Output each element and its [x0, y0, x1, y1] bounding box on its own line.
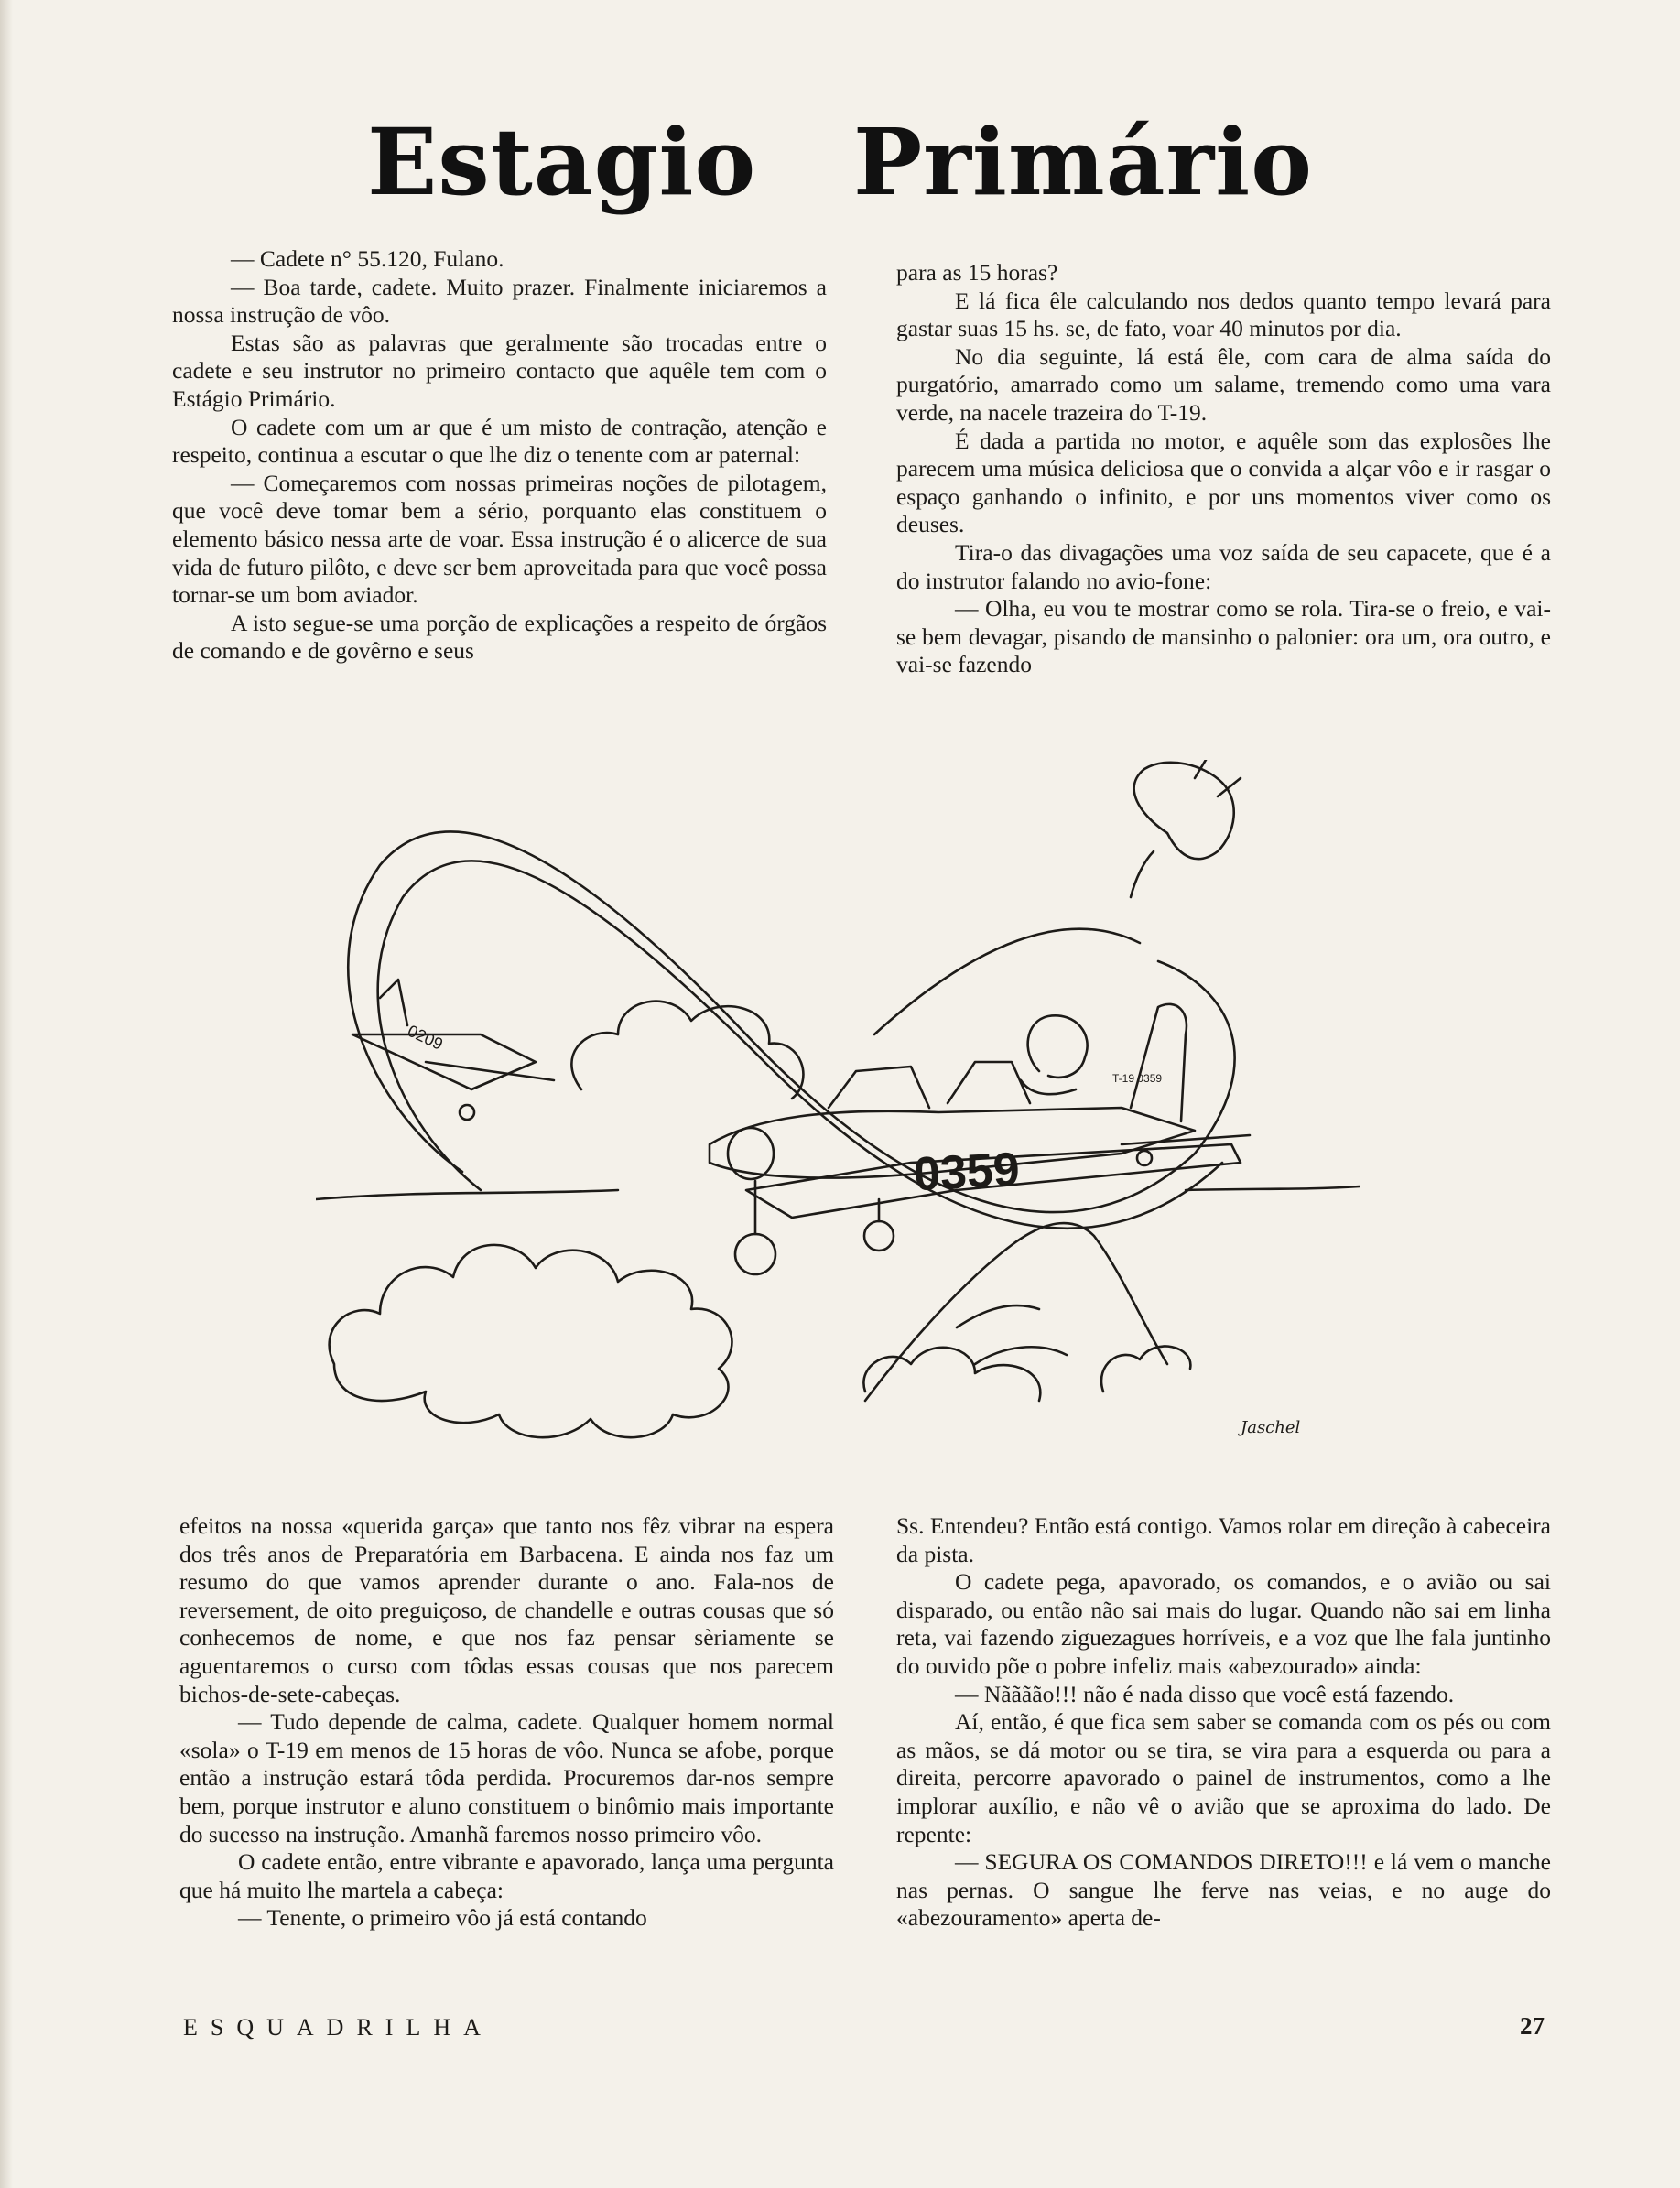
page-edge-shadow	[0, 0, 13, 2188]
paragraph: para as 15 horas?	[896, 259, 1058, 286]
text-column-1	[172, 245, 827, 666]
paragraph: O cadete pega, apavorado, os comandos, e o avião ou sai disparado, ou então não sai mais do lugar. Quando não sai em linha reta, vai fazendo ziguezagues horríveis, e a voz que lhe fala juntinho do ouvido põe o pobre infeliz mais «abezourado» ainda:	[896, 1568, 1551, 1679]
cloud	[1101, 1347, 1190, 1392]
paragraph: Aí, então, é que fica sem saber se comanda com os pés ou com as mãos, se dá motor ou se tira, se vira para a esquerda ou para a direita, percorre apavorado o painel de instrumentos, como a lhe implorar auxílio, e não vê o avião que se aproxima do lado. De repente:	[896, 1708, 1551, 1847]
paragraph: — SEGURA OS COMANDOS DIRETO!!! e lá vem o manche nas pernas. O sangue lhe ferve nas veias, e no auge do «abezouramento» aperta de-	[896, 1848, 1551, 1932]
paragraph: Tira-o das divagações uma voz saída de seu capacete, que é a do instrutor falando no avio-fone:	[896, 538, 1551, 594]
paragraph: — Tenente, o primeiro vôo já está contando	[238, 1904, 647, 1932]
paragraph: O cadete com um ar que é um misto de contração, atenção e respeito, continua a escutar o que lhe diz o tenente com ar paternal:	[172, 413, 827, 469]
paragraph: efeitos na nossa «querida garça» que tanto nos fêz vibrar na espera dos três anos de Preparatória em Barbacena. E ainda nos faz um resumo do que vamos aprender durante o ano. Fala-nos de reversement, de oito preguiçoso, de chandelle e outras cousas que só conhecemos de nome, e que nos faz pensar sèriamente se aguentaremos o curso com tôdas essas cousas que nos parecem bichos-de-sete-cabeças.	[179, 1512, 834, 1707]
horizon-line	[316, 1186, 1360, 1199]
artist-signature: Jaschel	[1241, 1418, 1301, 1437]
page-number: 27	[1520, 2012, 1545, 2040]
mountain	[957, 1305, 1067, 1364]
paragraph: — Começaremos com nossas primeiras noções de pilotagem, que você deve tomar bem a sério, porquanto elas constituem o elemento básico nessa arte de voar. Essa instrução é o alicerce de sua vida de futuro pilôto, e deve ser bem aproveitada para que você possa tornar-se um bom aviador.	[172, 469, 827, 609]
cloud	[330, 1245, 732, 1437]
main-airplane	[710, 1004, 1250, 1274]
text-column-3	[179, 1512, 834, 1933]
paragraph: O cadete então, entre vibrante e apavorado, lança uma pergunta que há muito lhe martela a cabeça:	[179, 1848, 834, 1903]
page-title: Estagio Primário	[367, 108, 1313, 216]
paragraph: É dada a partida no motor, e aquêle som das explosões lhe parecem uma música deliciosa que o convida a alçar vôo e ir rasgar o espaço ganhando o infinito, e por uns momentos viver como os deuses.	[896, 427, 1551, 538]
magazine-name: ESQUADRILHA	[183, 2014, 493, 2041]
flight-path-line	[874, 929, 1140, 1034]
paragraph: — Boa tarde, cadete. Muito prazer. Finalmente iniciaremos a nossa instrução de vôo.	[172, 273, 827, 329]
paragraph: — Tudo depende de calma, cadete. Qualquer homem normal «sola» o T-19 em menos de 15 horas de vôo. Nunca se afobe, porque então a instrução estará tôda perdida. Procuremos dar-nos sempre bem, porque instrutor e aluno constituem o binômio mais importante do sucesso na instrução. Amanhã faremos nosso primeiro vôo.	[179, 1708, 834, 1847]
plane-number: 0359	[912, 1143, 1022, 1202]
paragraph: No dia seguinte, lá está êle, com cara de alma saída do purgatório, amarrado como um salame, tremendo como uma vara verde, na nacele trazeira do T-19.	[896, 342, 1551, 426]
devil-figure	[1131, 760, 1241, 897]
text-column-2	[896, 259, 1551, 679]
text-column-4	[896, 1512, 1551, 1933]
far-plane-number: 0209	[405, 1021, 446, 1054]
paragraph: E lá fica êle calculando nos dedos quanto tempo levará para gastar suas 15 hs. se, de fato, voar 40 minutos por dia.	[896, 287, 1551, 342]
paragraph: — Olha, eu vou te mostrar como se rola. Tira-se o freio, e vai-se bem devagar, pisando de mansinho o palonier: ora um, ora outro, e vai-se fazendo	[896, 595, 1551, 678]
cartoon-illustration	[316, 760, 1360, 1474]
mountain	[865, 1223, 1167, 1401]
cloud	[571, 1002, 803, 1099]
cloud	[863, 1348, 1040, 1401]
tail-text: T-19 0359	[1112, 1072, 1163, 1085]
paragraph: Estas são as palavras que geralmente são trocadas entre o cadete e seu instrutor no primeiro contacto que aquêle tem com o Estágio Primário.	[172, 329, 827, 412]
paragraph: A isto segue-se uma porção de explicações a respeito de órgãos de comando e de govêrno e seus	[172, 609, 827, 665]
far-airplane	[352, 980, 554, 1120]
paragraph: — Cadete n° 55.120, Fulano.	[231, 245, 504, 272]
paragraph: Ss. Entendeu? Então está contigo. Vamos rolar em direção à cabeceira da pista.	[896, 1512, 1551, 1567]
paragraph: — Nãããão!!! não é nada disso que você está fazendo.	[955, 1680, 1455, 1707]
flight-path-line	[378, 861, 1222, 1228]
